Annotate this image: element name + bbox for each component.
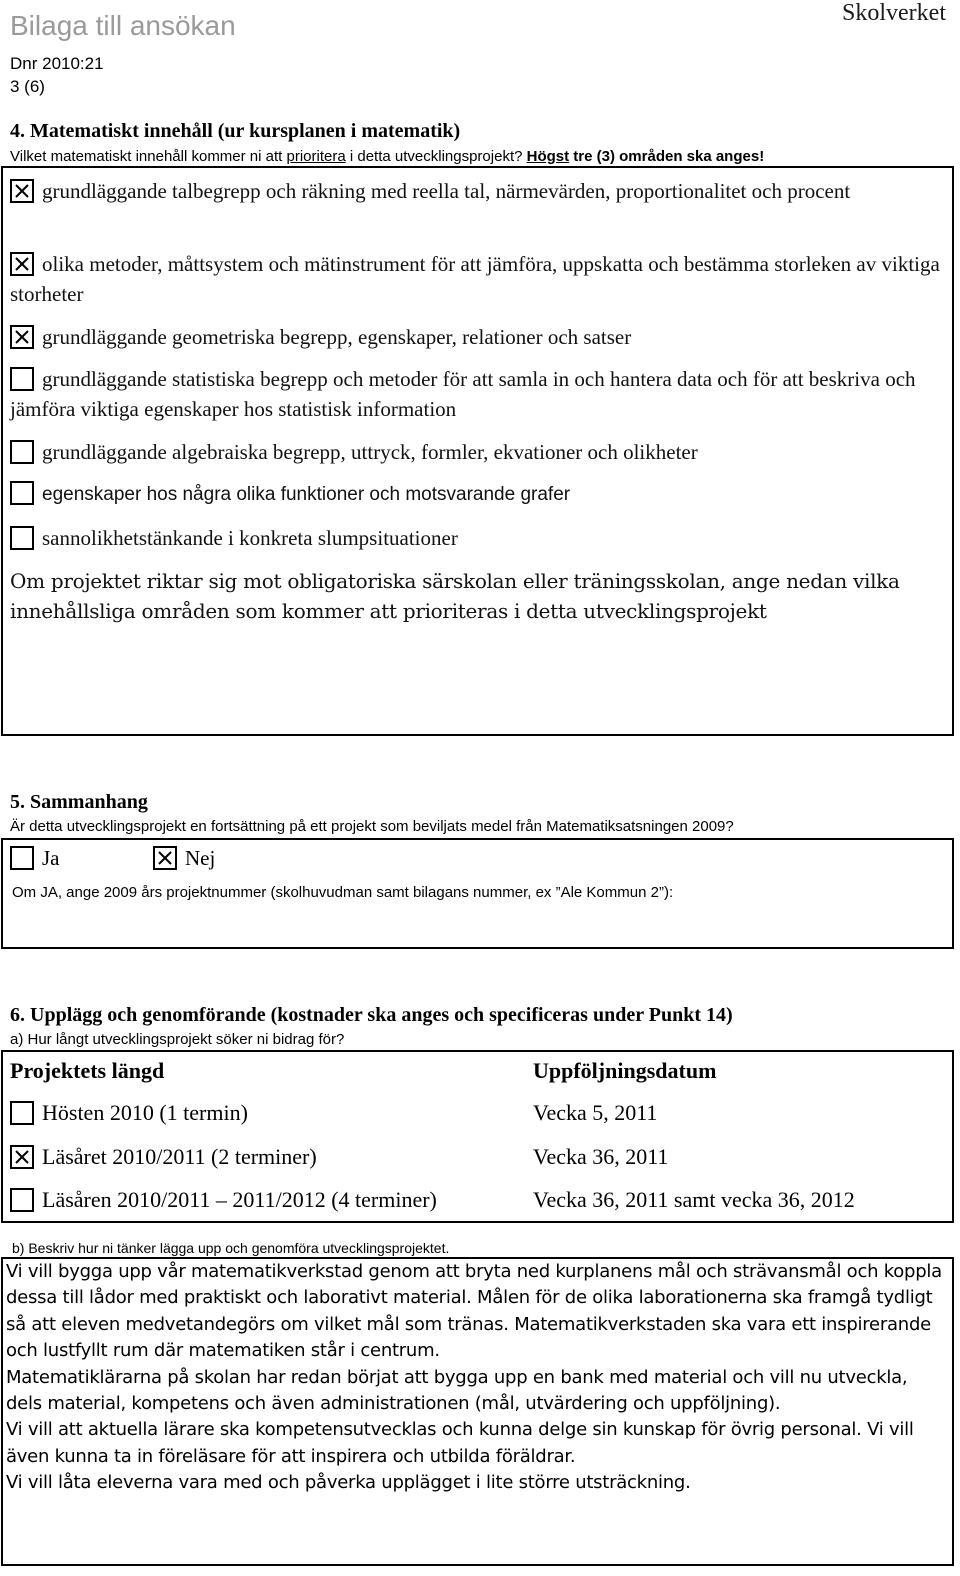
followup-date-1: Vecka 5, 2011	[533, 1100, 658, 1125]
description-paragraph: Vi vill bygga upp vår matematikverkstad genom att bryta ned kurplanens mål och strävansmål och koppla dessa till lådor med praktiskt och laborativt material. Målen för de olika laborationerna ska framgå tydligt så att eleven medvetandegörs om vilket mål som tränas. Matematikverkstaden ska vara ett inspirerande och lustfyllt rum där matematiken står i centrum.	[6, 1261, 942, 1362]
content-option-7[interactable]	[10, 523, 945, 553]
option-yes[interactable]	[10, 846, 60, 871]
checkbox[interactable]	[10, 846, 34, 870]
checkbox[interactable]	[10, 440, 34, 464]
option-label: grundläggande talbegrepp och räkning med reella tal, närmevärden, proportionalitet och procent	[42, 179, 851, 203]
checkbox[interactable]	[10, 1188, 34, 1212]
checkbox[interactable]	[10, 179, 34, 203]
option-label: sannolikhetstänkande i konkreta slumpsituationer	[42, 526, 458, 550]
checkbox[interactable]	[10, 367, 34, 391]
description-paragraph: Vi vill att aktuella lärare ska kompetensutvecklas och kunna delge sin kunskap för övrig personal. Vi vill även kunna ta in föreläsare för att inspirera och utbilda föräldrar.	[6, 1419, 914, 1467]
checkbox[interactable]	[10, 481, 34, 505]
description-text	[6, 1259, 946, 1497]
question-text: i detta utvecklingsprojekt?	[345, 148, 527, 165]
column-header-length: Projektets längd	[10, 1058, 165, 1083]
question-emphasis: prioritera	[286, 148, 346, 165]
length-option-2[interactable]	[10, 1144, 317, 1170]
checkbox[interactable]	[10, 252, 34, 276]
option-label: grundläggande algebraiska begrepp, uttryck, formler, ekvationer och olikheter	[42, 440, 698, 464]
followup-date-2: Vecka 36, 2011	[533, 1144, 669, 1169]
option-label: grundläggande statistiska begrepp och metoder för att samla in och hantera data och för att beskriva och jämföra viktiga egenskaper hos statistisk information	[10, 367, 916, 421]
section-5-heading: 5. Sammanhang	[10, 791, 148, 813]
column-header-followup: Uppföljningsdatum	[533, 1058, 717, 1083]
length-option-3[interactable]	[10, 1187, 437, 1213]
checkbox[interactable]	[153, 846, 177, 870]
page-number: 3 (6)	[10, 77, 45, 96]
content-option-4[interactable]	[10, 364, 945, 424]
length-label: Läsåren 2010/2011 – 2011/2012 (4 terminer)	[42, 1187, 437, 1212]
option-no[interactable]	[153, 846, 215, 871]
section-4-question	[10, 148, 764, 165]
project-number-note: Om JA, ange 2009 års projektnummer (skolhuvudman samt bilagans nummer, ex ”Ale Kommun 2”):	[12, 884, 674, 901]
length-label: Läsåret 2010/2011 (2 terminer)	[42, 1144, 317, 1169]
content-option-2[interactable]	[10, 249, 945, 309]
question-text: Vilket matematiskt innehåll kommer ni att	[10, 148, 287, 165]
option-label: olika metoder, måttsystem och mätinstrument för att jämföra, uppskatta och bestämma storleken av viktiga storheter	[10, 252, 940, 306]
reference-number: Dnr 2010:21	[10, 54, 104, 73]
section-5-question: Är detta utvecklingsprojekt en fortsättning på ett projekt som beviljats medel från Matematiksatsningen 2009?	[10, 818, 734, 835]
followup-date-3: Vecka 36, 2011 samt vecka 36, 2012	[533, 1187, 855, 1212]
special-school-text: Om projektet riktar sig mot obligatoriska särskolan eller träningsskolan, ange nedan vilka innehållsliga områden som kommer att prioriteras i detta utvecklingsprojekt	[10, 569, 900, 623]
section-6-question-b: b) Beskriv hur ni tänker lägga upp och genomföra utvecklingsprojektet.	[12, 1240, 450, 1256]
length-option-1[interactable]	[10, 1100, 248, 1126]
option-label: egenskaper hos några olika funktioner och motsvarande grafer	[42, 484, 571, 505]
question-limit-emphasis: Högst	[526, 148, 570, 165]
description-paragraph: Vi vill låta eleverna vara med och påverka upplägget i lite större utsträckning.	[6, 1472, 691, 1494]
checkbox[interactable]	[10, 526, 34, 550]
checkbox[interactable]	[10, 1101, 34, 1125]
length-label: Hösten 2010 (1 termin)	[42, 1100, 248, 1125]
option-no-label: Nej	[185, 846, 216, 870]
description-paragraph: Matematiklärarna på skolan har redan börjat att bygga upp en bank med material och vill nu utveckla, dels material, kompetens och även administrationen (mål, utvärdering och uppföljning).	[6, 1366, 908, 1415]
section-6-heading: 6. Upplägg och genomförande (kostnader ska anges och specificeras under Punkt 14)	[10, 1004, 733, 1026]
content-option-6[interactable]	[10, 480, 945, 510]
content-option-5[interactable]	[10, 437, 945, 467]
brand-name: Skolverket	[842, 0, 946, 26]
document-title: Bilaga till ansökan	[10, 10, 236, 41]
section-4-heading: 4. Matematiskt innehåll (ur kursplanen i matematik)	[10, 120, 461, 142]
content-option-3[interactable]	[10, 322, 945, 352]
checkbox[interactable]	[10, 325, 34, 349]
question-limit: tre (3) områden ska anges!	[569, 148, 765, 165]
option-label: grundläggande geometriska begrepp, egenskaper, relationer och satser	[42, 325, 632, 349]
content-option-1[interactable]	[10, 176, 945, 206]
section-6-question-a: a) Hur långt utvecklingsprojekt söker ni bidrag för?	[10, 1031, 345, 1048]
option-yes-label: Ja	[42, 846, 60, 870]
checkbox[interactable]	[10, 1145, 34, 1169]
